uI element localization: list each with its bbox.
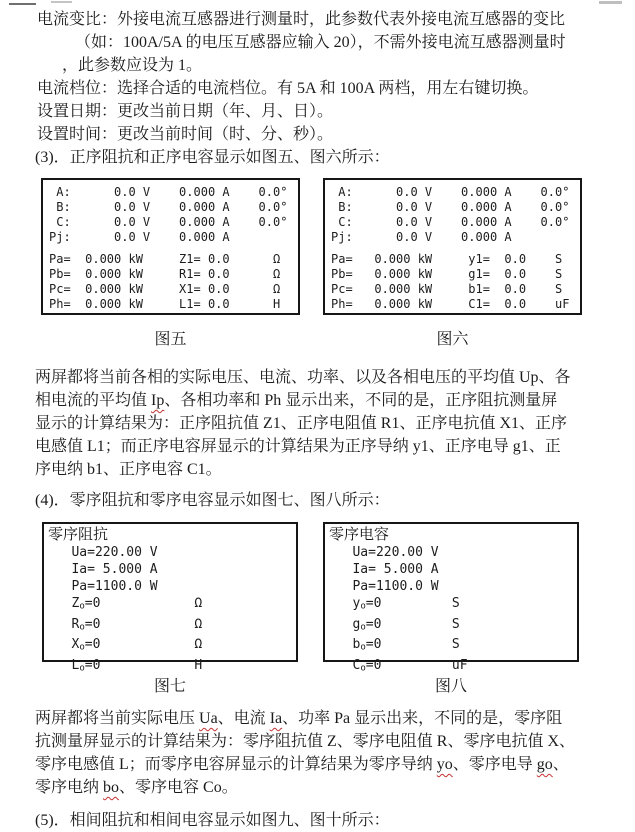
figure5-lcd-screen bbox=[41, 178, 300, 315]
misspelled-word: bo bbox=[103, 779, 120, 796]
text-segment: 、零序电容 Co。 bbox=[119, 779, 238, 796]
text-segment: 、 bbox=[552, 756, 569, 773]
text-line bbox=[49, 230, 298, 245]
text-line bbox=[331, 230, 580, 245]
figure6-caption: 图六 bbox=[436, 331, 469, 348]
cropped-edge-artifact bbox=[9, 3, 36, 5]
figure-8 bbox=[323, 522, 579, 698]
cropped-edge-artifact bbox=[599, 1, 622, 4]
text-line bbox=[329, 544, 577, 561]
text-segment: Pb= 0.000 kW R1= 0.0 Ω bbox=[49, 267, 281, 281]
text-segment: Ua=220.00 V bbox=[48, 545, 158, 560]
text-segment: Ia= 5.000 A bbox=[329, 562, 439, 577]
text-line bbox=[329, 595, 577, 616]
text-segment: B: 0.0 V 0.000 A 0.0° bbox=[331, 200, 570, 214]
subscript-text: o bbox=[360, 642, 366, 653]
text-segment: Pc= 0.000 kW b1= 0.0 S bbox=[331, 282, 563, 296]
figure-row-7-8 bbox=[42, 522, 579, 698]
text-segment: C bbox=[329, 657, 361, 673]
text-line bbox=[331, 215, 580, 230]
text-segment: =0 H bbox=[84, 657, 203, 673]
text-segment: （如：100A/5A 的电压互感器应输入 20），不需外接电流互感器测量时 bbox=[75, 34, 566, 51]
text-line bbox=[35, 389, 610, 412]
text-segment: =0 Ω bbox=[84, 616, 203, 632]
subscript-text: o bbox=[79, 622, 85, 633]
text-line bbox=[35, 776, 610, 799]
paragraph-zero-sequence-explanation bbox=[35, 707, 610, 799]
misspelled-word: yo bbox=[436, 756, 453, 773]
text-line bbox=[35, 730, 610, 753]
text-line bbox=[35, 707, 610, 730]
text-line bbox=[331, 267, 580, 282]
figure7-lcd-screen bbox=[42, 522, 298, 674]
subscript-text: o bbox=[360, 663, 366, 674]
figure8-lcd-screen bbox=[323, 522, 579, 674]
figure-5 bbox=[41, 178, 300, 351]
text-segment: =0 S bbox=[365, 616, 460, 632]
figure-row-5-6 bbox=[41, 178, 582, 351]
cropped-edge-artifact bbox=[51, 1, 72, 3]
text-segment: 序电纳 b1、正序电容 C1。 bbox=[35, 461, 222, 478]
figure8-screen-lines bbox=[329, 544, 577, 678]
text-line bbox=[49, 245, 298, 252]
paragraph-positive-sequence-explanation bbox=[35, 366, 610, 481]
text-line bbox=[35, 123, 610, 146]
text-line bbox=[331, 245, 580, 252]
text-segment: 显示的计算结果为：正序阻抗值 Z1、正序电阻值 R1、正序电抗值 X1、正序 bbox=[35, 415, 568, 432]
misspelled-word: go bbox=[536, 756, 553, 773]
figure7-caption: 图七 bbox=[153, 678, 186, 695]
text-segment: Pa= 0.000 kW Z1= 0.0 Ω bbox=[49, 252, 281, 266]
text-line bbox=[49, 200, 298, 215]
section-heading-5: (5)．相间阻抗和相间电容显示如图九、图十所示： bbox=[35, 812, 390, 829]
text-line bbox=[331, 282, 580, 297]
text-line bbox=[49, 282, 298, 297]
text-segment: 、功率 Pa 显示出来，不同的是，零序阻 bbox=[282, 710, 563, 727]
figure7-screen-title: 零序阻抗 bbox=[48, 527, 109, 543]
subscript-text: o bbox=[79, 663, 85, 674]
text-segment: =0 uF bbox=[365, 657, 468, 673]
text-line bbox=[329, 578, 577, 595]
text-line bbox=[49, 215, 298, 230]
text-segment: C: 0.0 V 0.000 A 0.0° bbox=[331, 215, 570, 229]
text-line bbox=[48, 561, 296, 578]
text-segment: 相电流的平均值 bbox=[35, 392, 152, 409]
section-heading-3: (3)．正序阻抗和正序电容显示如图五、图六所示： bbox=[35, 149, 390, 166]
text-line bbox=[331, 200, 580, 215]
text-segment: 、零序电导 bbox=[452, 756, 537, 773]
figure-gap bbox=[298, 522, 323, 698]
text-line bbox=[49, 267, 298, 282]
text-line bbox=[331, 252, 580, 267]
text-segment: 抗测量屏显示的计算结果为：零序阻抗值 Z、零序电阻值 R、零序电抗值 X、 bbox=[35, 733, 576, 750]
text-line bbox=[329, 636, 577, 657]
misspelled-word: Ua bbox=[199, 710, 218, 727]
subscript-text: o bbox=[360, 622, 366, 633]
text-segment: y bbox=[329, 596, 361, 611]
text-segment: L bbox=[48, 657, 80, 673]
text-line bbox=[35, 54, 610, 77]
misspelled-word: Ip bbox=[151, 392, 165, 409]
text-segment: Pa= 0.000 kW y1= 0.0 S bbox=[331, 252, 563, 266]
text-line bbox=[35, 100, 610, 123]
text-segment: Pa=1100.0 W bbox=[329, 579, 439, 594]
text-line bbox=[35, 458, 610, 481]
text-segment: Ua=220.00 V bbox=[329, 545, 439, 560]
text-segment: 零序电感值 L；而零序电容屏显示的计算结果为零序导纳 bbox=[35, 756, 437, 773]
text-segment: 电流档位：选择合适的电流档位。有 5A 和 100A 两档，用左右键切换。 bbox=[37, 80, 539, 97]
text-line bbox=[49, 185, 298, 200]
figure-7 bbox=[42, 522, 298, 698]
text-segment: ，此参数应设为 1。 bbox=[62, 57, 203, 74]
text-segment: A: 0.0 V 0.000 A 0.0° bbox=[49, 185, 288, 199]
text-segment: 零序电纳 bbox=[35, 779, 104, 796]
text-line bbox=[35, 412, 610, 435]
text-line bbox=[331, 297, 580, 312]
text-segment: g bbox=[329, 616, 361, 632]
figure-gap bbox=[300, 178, 323, 351]
figure8-screen-title: 零序电容 bbox=[329, 527, 390, 543]
text-line bbox=[48, 616, 296, 637]
text-segment: Ia= 5.000 A bbox=[48, 562, 158, 577]
text-line bbox=[35, 366, 610, 389]
text-segment: 两屏都将当前实际电压 bbox=[35, 710, 200, 727]
text-line bbox=[48, 636, 296, 657]
text-segment: 电流变比：外接电流互感器进行测量时，此参数代表外接电流互感器的变比 bbox=[37, 11, 566, 28]
text-segment: A: 0.0 V 0.000 A 0.0° bbox=[331, 185, 570, 199]
figure7-screen-lines bbox=[48, 544, 296, 678]
subscript-text: o bbox=[79, 642, 85, 653]
text-segment: 设置时间：更改当前时间（时、分、秒）。 bbox=[37, 126, 334, 143]
subscript-text: o bbox=[360, 601, 366, 612]
figure-6 bbox=[323, 178, 582, 351]
text-line bbox=[35, 753, 610, 776]
text-segment: Z bbox=[48, 596, 80, 611]
text-segment: Pa=1100.0 W bbox=[48, 579, 158, 594]
text-line bbox=[49, 297, 298, 312]
text-line bbox=[331, 185, 580, 200]
text-segment: Ph= 0.000 kW C1= 0.0 uF bbox=[331, 297, 570, 311]
text-segment: 设置日期：更改当前日期（年、月、日）。 bbox=[37, 103, 334, 120]
paragraph-parameter-settings bbox=[35, 8, 610, 146]
text-segment: 、各相功率和 Ph 显示出来，不同的是，正序阻抗测量屏 bbox=[164, 392, 558, 409]
section-heading-4: (4)．零序阻抗和零序电容显示如图七、图八所示： bbox=[35, 492, 390, 509]
text-segment: 、电流 bbox=[217, 710, 270, 727]
text-segment: Pc= 0.000 kW X1= 0.0 Ω bbox=[49, 282, 281, 296]
text-segment: =0 S bbox=[365, 637, 460, 653]
text-segment: C: 0.0 V 0.000 A 0.0° bbox=[49, 215, 288, 229]
figure5-caption: 图五 bbox=[154, 331, 187, 348]
text-segment: X bbox=[48, 637, 80, 653]
text-segment: Pb= 0.000 kW g1= 0.0 S bbox=[331, 267, 563, 281]
text-segment: =0 Ω bbox=[84, 596, 203, 611]
text-segment: 电感值 L1；而正序电容屏显示的计算结果为正序导纳 y1、正序电导 g1、正 bbox=[35, 438, 561, 455]
text-segment: Pj: 0.0 V 0.000 A bbox=[49, 230, 230, 244]
figure8-caption: 图八 bbox=[434, 678, 467, 695]
misspelled-word: Ia bbox=[269, 710, 283, 727]
text-line bbox=[35, 31, 610, 54]
text-line bbox=[35, 435, 610, 458]
text-segment: 两屏都将当前各相的实际电压、电流、功率、以及各相电压的平均值 Up、各 bbox=[35, 369, 571, 386]
text-segment: b bbox=[329, 637, 361, 653]
text-line bbox=[48, 544, 296, 561]
text-line bbox=[35, 8, 610, 31]
text-line bbox=[329, 616, 577, 637]
subscript-text: o bbox=[79, 601, 85, 612]
text-segment: =0 Ω bbox=[84, 637, 203, 653]
text-segment: Ph= 0.000 kW L1= 0.0 H bbox=[49, 297, 281, 311]
text-line bbox=[49, 252, 298, 267]
text-line bbox=[48, 578, 296, 595]
figure6-lcd-screen bbox=[323, 178, 582, 315]
text-line bbox=[48, 595, 296, 616]
text-line bbox=[35, 77, 610, 100]
text-segment: R bbox=[48, 616, 80, 632]
text-segment: Pj: 0.0 V 0.000 A bbox=[331, 230, 512, 244]
text-segment: =0 S bbox=[365, 596, 460, 611]
text-line bbox=[329, 561, 577, 578]
text-segment: B: 0.0 V 0.000 A 0.0° bbox=[49, 200, 288, 214]
